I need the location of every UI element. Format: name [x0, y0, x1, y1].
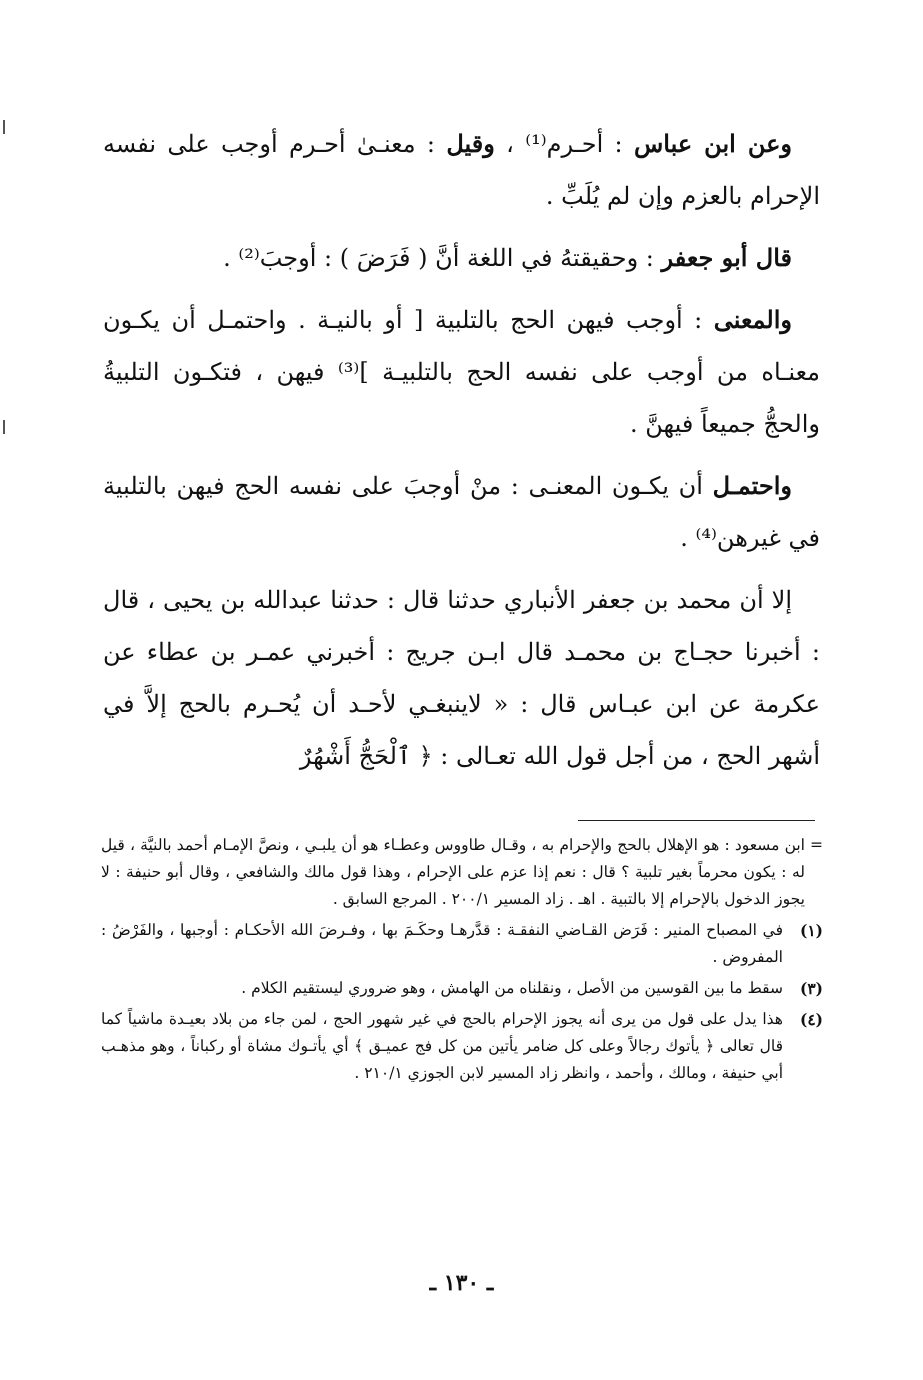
paragraph-lead: والمعنى — [713, 305, 792, 334]
scan-edge-mark — [3, 120, 5, 134]
paragraph-text: : أوجب فيهن الحج بالتلبية [ أو بالنيـة . واحتمـل أن يكـون معنـاه من أوجب على نفسه الحج بالتلبيـة ]⁽³⁾ فيهن ، فتكـون التلبيةُ والحجُّ جميعاً فيهنَّ . — [103, 306, 820, 438]
footnote-number: (٤) — [799, 1010, 823, 1029]
footnotes — [101, 832, 823, 1091]
paragraph-lead: وقيل — [446, 129, 495, 158]
paragraph-lead: واحتمـل — [712, 471, 792, 500]
paragraph-2 — [103, 232, 820, 284]
paragraph-lead: قال أبو جعفر — [661, 243, 792, 272]
footnote-continuation — [101, 832, 823, 913]
paragraph-5 — [103, 574, 820, 782]
footnote-4 — [101, 1006, 823, 1087]
paragraph-1 — [103, 118, 820, 222]
paragraph-text: : معنـىٰ أحـرم أوجب على نفسه الإحرام بالعزم وإن لم يُلَبِّ . — [103, 130, 820, 210]
paragraph-text: أن يكـون المعنـى : منْ أوجبَ على نفسه الحج فيهن بالتلبية في غيرهن⁽⁴⁾ . — [103, 472, 820, 552]
paragraph-3 — [103, 294, 820, 450]
footnote-text: هذا يدل على قول من يرى أنه يجوز الإحرام بالحج في غير شهور الحج ، لمن جاء من بلاد بعيـدة ماشياً كما قال تعالى ﴿ يأتوك رجالاً وعلى كل ضامر يأتين من كل فج عميـق ﴾ أي يأتـوك مشاة أو ركباناً ، وهو مذهـب أبي حنيفة ، ومالك ، وأحمد ، وانظر زاد المسير لابن الجوزي ٢١٠/١ . — [101, 1010, 783, 1082]
scan-edge-mark — [3, 420, 5, 434]
footnote-number: (٣) — [799, 979, 823, 998]
footnote-number: (١) — [799, 921, 823, 940]
continuation-mark: = — [810, 836, 823, 854]
main-text — [103, 118, 820, 782]
footnote-separator — [578, 820, 815, 821]
page-number: ـ ١٣٠ ـ — [429, 1270, 494, 1296]
paragraph-4 — [103, 460, 820, 564]
footnote-text: في المصباح المنير : فَرَض القـاضي النفقـة : قدَّرهـا وحكَـمَ بها ، وفـرضَ الله الأحكـام : أوجبها ، والفَرْضُ : المفروض . — [101, 921, 783, 966]
footnote-3 — [101, 975, 823, 1002]
footnote-text: ابن مسعود : هو الإهلال بالحج والإحرام به ، وقـال طاووس وعطـاء هو أن يلبـي ، ونصَّ الإمـام أحمد بالنيَّة ، قيل له : يكون محرماً بغير تلبية ؟ قال : نعم إذا عزم على الإحرام ، وهذا قول مالك والشافعي ، وقال أبو حنيفة : لا يجوز الدخول بالإحرام إلا بالتبية . اهـ . زاد المسير ٢٠٠/١ . المرجع السابق . — [101, 836, 805, 908]
paragraph-text: : أحـرم⁽¹⁾ ، — [494, 130, 634, 158]
footnote-1 — [101, 917, 823, 971]
paragraph-text: : وحقيقتهُ في اللغة أنَّ ( فَرَضَ ) : أوجبَ⁽²⁾ . — [223, 244, 662, 272]
footnote-text: سقط ما بين القوسين من الأصل ، ونقلناه من الهامش ، وهو ضروري ليستقيم الكلام . — [241, 979, 783, 997]
paragraph-text: إلا أن محمد بن جعفر الأنباري حدثنا قال : حدثنا عبدالله بن يحيى ، قال : أخبرنا حجـاج بن محمـد قال ابـن جريج : أخبرني عمـر بن عطاء عن عكرمة عن ابن عبـاس قال : « لاينبغـي لأحـد أن يُحـرم بالحج إلاَّ في أشهر الحج ، من أجل قول الله تعـالى : ﴿ ٱلْحَجُّ أَشْهُرٌ — [103, 586, 820, 770]
paragraph-lead: وعن ابن عباس — [633, 129, 793, 158]
